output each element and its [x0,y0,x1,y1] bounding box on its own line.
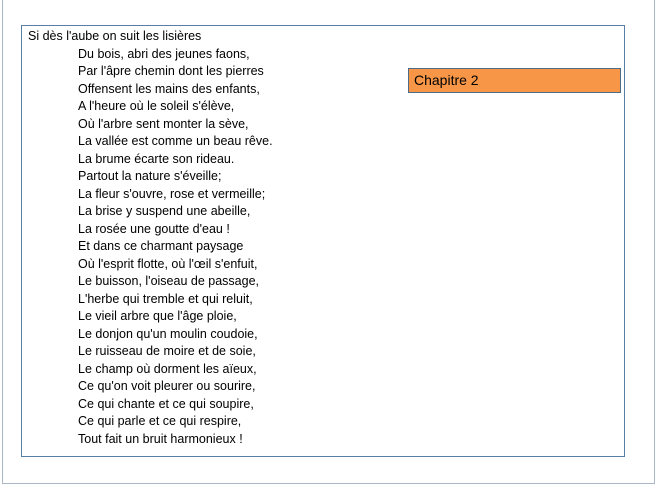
poem-line: L'herbe qui tremble et qui reluit, [78,291,253,306]
poem-line: Le champ où dorment les aïeux, [78,361,257,376]
poem-line: Par l'âpre chemin dont les pierres [78,64,264,78]
poem-line: La brise y suspend une abeille, [78,204,251,218]
poem-line: Le ruisseau de moire et de soie, [78,344,256,358]
poem-line: Partout la nature s'éveille; [78,169,222,183]
poem-lines [28,28,273,448]
poem-line: Le vieil arbre que l'âge ploie, [78,309,237,323]
poem-line: Ce qui parle et ce qui respire, [78,414,242,428]
poem-text-box[interactable] [21,25,625,457]
poem-line: Du bois, abri des jeunes faons, [78,46,250,61]
poem-line: Et dans ce charmant paysage [78,239,244,253]
poem-line: Le buisson, l'oiseau de passage, [78,274,259,288]
poem-line: La brume écarte son rideau. [78,151,235,166]
chapter-label-box[interactable]: Chapitre 2 [408,68,621,93]
poem-line: A l'heure où le soleil s'élève, [78,99,235,113]
poem-line: Ce qui chante et ce qui soupire, [78,396,254,411]
poem-line: Offensent les mains des enfants, [78,81,260,96]
document-page [2,0,655,484]
poem-line: La vallée est comme un beau rêve. [78,134,273,148]
poem-line: Tout fait un bruit harmonieux ! [78,431,243,446]
poem-line: La rosée une goutte d'eau ! [78,221,230,236]
poem-line: Si dès l'aube on suit les lisières [28,29,202,43]
poem-line: Où l'arbre sent monter la sève, [78,116,249,131]
poem-line: La fleur s'ouvre, rose et vermeille; [78,186,266,201]
poem-line: Le donjon qu'un moulin coudoie, [78,326,258,341]
poem-line: Où l'esprit flotte, où l'œil s'enfuit, [78,256,258,271]
poem-line: Ce qu'on voit pleurer ou sourire, [78,379,256,393]
